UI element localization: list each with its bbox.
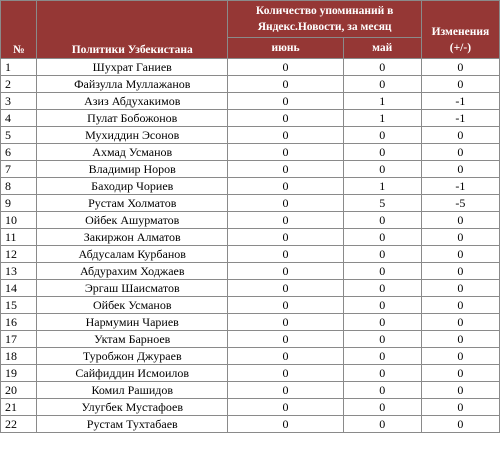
change-cell: 0 [421,263,499,280]
table-row [1,178,500,195]
row-number-cell: 2 [1,76,37,93]
politician-name-cell: Закиржон Алматов [37,229,228,246]
change-cell: 0 [421,297,499,314]
table-row [1,399,500,416]
politician-name-cell: Ойбек Усманов [37,297,228,314]
politician-name-cell: Азиз Абдухакимов [37,93,228,110]
table-row [1,161,500,178]
header-mentions-per-month: Количество упоминаний в Яндекс.Новости, за месяц [228,1,421,38]
row-number-cell: 8 [1,178,37,195]
politician-name-cell: Рустам Холматов [37,195,228,212]
row-number-cell: 17 [1,331,37,348]
row-number-cell: 7 [1,161,37,178]
politician-name-cell: Абдусалам Курбанов [37,246,228,263]
may-count-cell: 0 [343,161,421,178]
change-cell: -1 [421,110,499,127]
row-number-cell: 11 [1,229,37,246]
politician-name-cell: Шухрат Ганиев [37,59,228,76]
june-count-cell: 0 [228,365,343,382]
table-row [1,93,500,110]
change-cell: 0 [421,399,499,416]
change-cell: 0 [421,229,499,246]
june-count-cell: 0 [228,178,343,195]
politician-name-cell: Мухиддин Эсонов [37,127,228,144]
june-count-cell: 0 [228,127,343,144]
may-count-cell: 0 [343,212,421,229]
change-cell: 0 [421,365,499,382]
change-cell: 0 [421,331,499,348]
may-count-cell: 0 [343,229,421,246]
june-count-cell: 0 [228,331,343,348]
change-cell: 0 [421,76,499,93]
change-cell: 0 [421,59,499,76]
row-number-cell: 16 [1,314,37,331]
politician-name-cell: Владимир Норов [37,161,228,178]
header-change: Изменения (+/-) [421,1,499,59]
table-row [1,144,500,161]
table-body [1,59,500,433]
politician-name-cell: Туробжон Джураев [37,348,228,365]
may-count-cell: 0 [343,263,421,280]
may-count-cell: 0 [343,416,421,433]
politician-name-cell: Нармумин Чариев [37,314,228,331]
change-cell: 0 [421,161,499,178]
may-count-cell: 1 [343,178,421,195]
row-number-cell: 19 [1,365,37,382]
may-count-cell: 5 [343,195,421,212]
may-count-cell: 0 [343,144,421,161]
header-may: май [343,38,421,59]
change-cell: 0 [421,314,499,331]
may-count-cell: 0 [343,59,421,76]
change-cell: -1 [421,178,499,195]
row-number-cell: 22 [1,416,37,433]
table-row [1,348,500,365]
row-number-cell: 15 [1,297,37,314]
politician-name-cell: Уктам Барноев [37,331,228,348]
may-count-cell: 0 [343,297,421,314]
table-row [1,229,500,246]
politician-name-cell: Эргаш Шаисматов [37,280,228,297]
may-count-cell: 0 [343,246,421,263]
politician-name-cell: Улугбек Мустафоев [37,399,228,416]
row-number-cell: 1 [1,59,37,76]
june-count-cell: 0 [228,144,343,161]
june-count-cell: 0 [228,110,343,127]
politician-name-cell: Пулат Бобожонов [37,110,228,127]
row-number-cell: 10 [1,212,37,229]
change-cell: 0 [421,246,499,263]
may-count-cell: 0 [343,382,421,399]
change-cell: 0 [421,212,499,229]
change-cell: -1 [421,93,499,110]
header-june: июнь [228,38,343,59]
june-count-cell: 0 [228,382,343,399]
may-count-cell: 1 [343,93,421,110]
may-count-cell: 0 [343,365,421,382]
table-row [1,365,500,382]
table-row [1,263,500,280]
politician-name-cell: Файзулла Муллажанов [37,76,228,93]
politician-name-cell: Ахмад Усманов [37,144,228,161]
header-number: № [1,1,37,59]
row-number-cell: 6 [1,144,37,161]
row-number-cell: 3 [1,93,37,110]
row-number-cell: 21 [1,399,37,416]
change-cell: 0 [421,348,499,365]
may-count-cell: 0 [343,314,421,331]
june-count-cell: 0 [228,348,343,365]
table-row [1,280,500,297]
june-count-cell: 0 [228,263,343,280]
row-number-cell: 9 [1,195,37,212]
may-count-cell: 0 [343,348,421,365]
politician-name-cell: Рустам Тухтабаев [37,416,228,433]
june-count-cell: 0 [228,416,343,433]
table-row [1,59,500,76]
change-cell: 0 [421,280,499,297]
june-count-cell: 0 [228,161,343,178]
table-row [1,127,500,144]
politician-name-cell: Баходир Чориев [37,178,228,195]
row-number-cell: 5 [1,127,37,144]
june-count-cell: 0 [228,76,343,93]
june-count-cell: 0 [228,195,343,212]
may-count-cell: 0 [343,76,421,93]
change-cell: 0 [421,144,499,161]
may-count-cell: 0 [343,331,421,348]
june-count-cell: 0 [228,212,343,229]
politician-name-cell: Абдурахим Ходжаев [37,263,228,280]
row-number-cell: 18 [1,348,37,365]
may-count-cell: 0 [343,127,421,144]
row-number-cell: 12 [1,246,37,263]
table-row [1,212,500,229]
may-count-cell: 1 [343,110,421,127]
change-cell: 0 [421,416,499,433]
may-count-cell: 0 [343,399,421,416]
june-count-cell: 0 [228,280,343,297]
change-cell: 0 [421,382,499,399]
header-politicians: Политики Узбекистана [37,1,228,59]
change-cell: 0 [421,127,499,144]
june-count-cell: 0 [228,229,343,246]
politician-name-cell: Ойбек Ашурматов [37,212,228,229]
change-cell: -5 [421,195,499,212]
june-count-cell: 0 [228,297,343,314]
table-row [1,331,500,348]
row-number-cell: 4 [1,110,37,127]
politician-name-cell: Комил Рашидов [37,382,228,399]
june-count-cell: 0 [228,399,343,416]
table-row [1,416,500,433]
table-row [1,110,500,127]
table-row [1,76,500,93]
politician-name-cell: Сайфиддин Исмоилов [37,365,228,382]
table-row [1,297,500,314]
june-count-cell: 0 [228,93,343,110]
table-row [1,195,500,212]
june-count-cell: 0 [228,59,343,76]
table-row [1,314,500,331]
table-row [1,382,500,399]
may-count-cell: 0 [343,280,421,297]
table-row [1,246,500,263]
june-count-cell: 0 [228,246,343,263]
june-count-cell: 0 [228,314,343,331]
row-number-cell: 13 [1,263,37,280]
row-number-cell: 20 [1,382,37,399]
table-header [1,1,500,59]
row-number-cell: 14 [1,280,37,297]
